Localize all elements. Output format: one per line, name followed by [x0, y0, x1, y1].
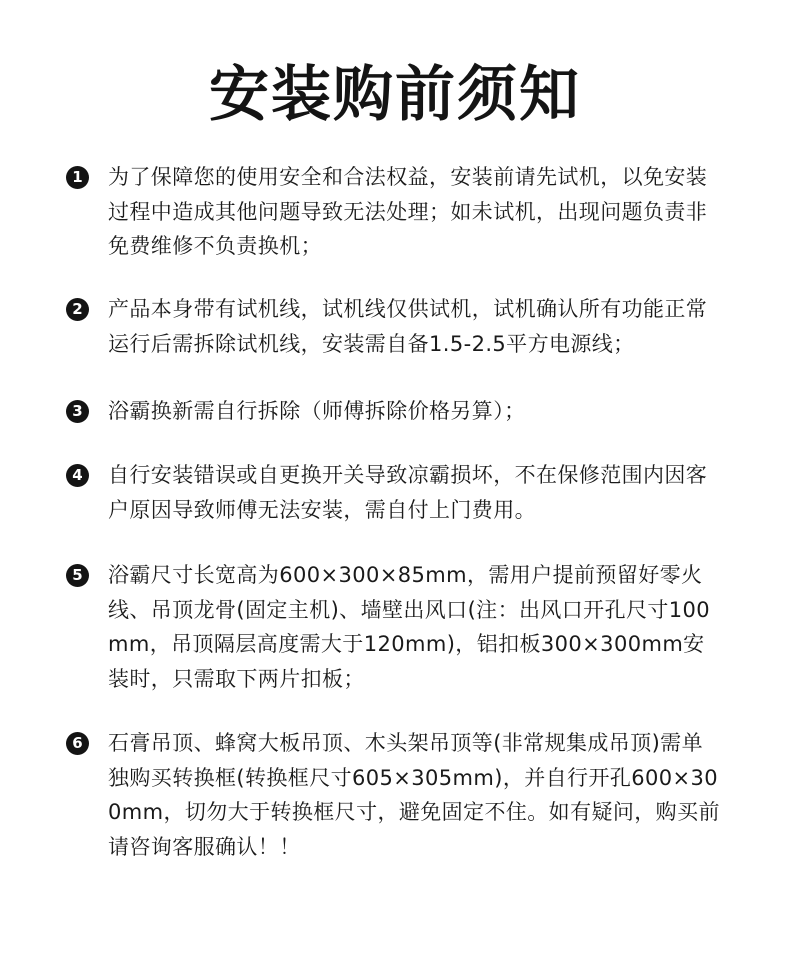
notice-text-4: 自行安装错误或自更换开关导致凉霸损坏，不在保修范围内因客户原因导致师傅无法安装，需自付上门费用。 [108, 463, 708, 522]
number-badge-5: 5 [66, 564, 89, 587]
number-badge-4: 4 [66, 464, 89, 487]
number-badge-3: 3 [66, 400, 89, 423]
notice-text-1: 为了保障您的使用安全和合法权益，安装前请先试机，以免安装过程中造成其他问题导致无法处理；如未试机，出现问题负责非免费维修不负责换机； [108, 165, 708, 258]
page-title: 安装购前须知 [209, 60, 581, 130]
notice-text-6: 石膏吊顶、蜂窝大板吊顶、木头架吊顶等(非常规集成吊顶)需单独购买转换框(转换框尺寸605×305mm)，并自行开孔600×300mm，切勿大于转换框尺寸，避免固定不住。如有疑问，购买前请咨询客服确认！！ [108, 731, 720, 859]
notice-text-2: 产品本身带有试机线，试机线仅供试机，试机确认所有功能正常运行后需拆除试机线，安装需自备1.5-2.5平方电源线； [108, 297, 708, 356]
number-badge-2: 2 [66, 298, 89, 321]
notice-text-3: 浴霸换新需自行拆除（师傅拆除价格另算）； [108, 399, 526, 423]
number-badge-1: 1 [66, 166, 89, 189]
number-badge-6: 6 [66, 732, 89, 755]
notice-text-5: 浴霸尺寸长宽高为600×300×85mm，需用户提前预留好零火线、吊顶龙骨(固定主机)、墙壁出风口(注：出风口开孔尺寸100mm，吊顶隔层高度需大于120mm)，铝扣板300×300mm安装时，只需取下两片扣板； [108, 563, 711, 691]
